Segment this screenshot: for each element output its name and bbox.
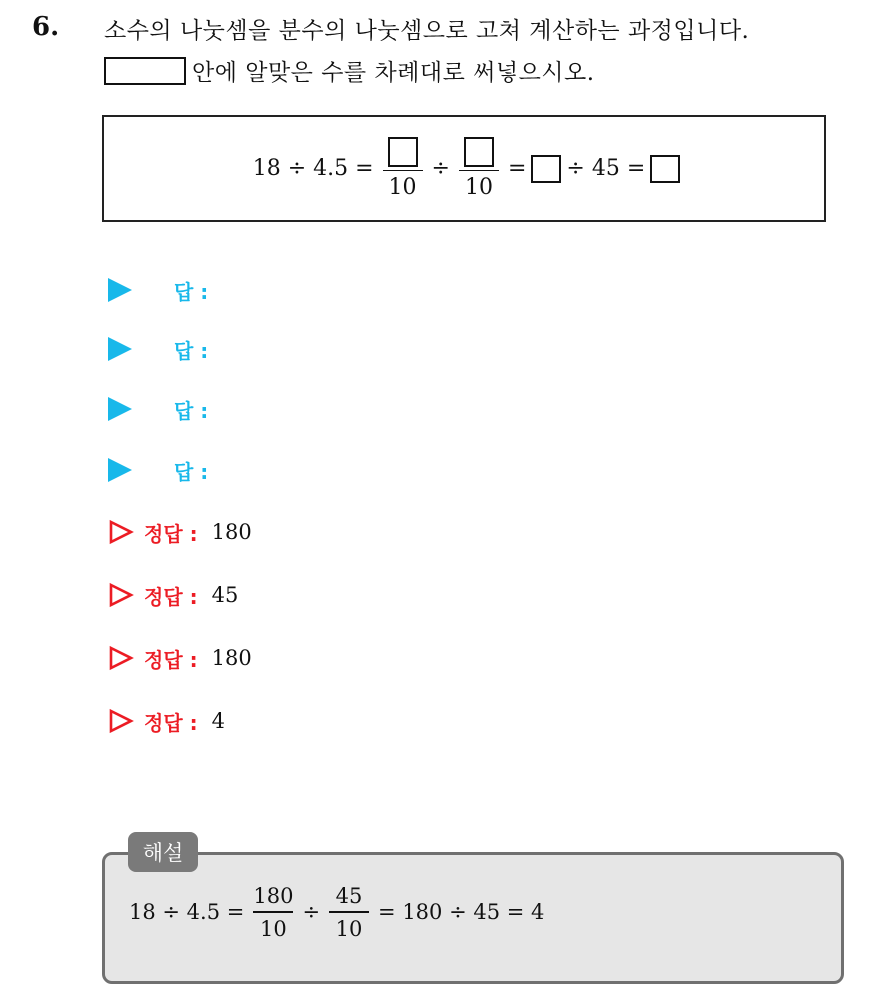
- answer-row-2: [108, 334, 208, 364]
- answer-label: 답 :: [174, 459, 209, 484]
- answer-row-3: [108, 394, 208, 424]
- divide-by-45: ÷ 45 =: [566, 156, 646, 181]
- blank-result[interactable]: [650, 155, 680, 183]
- solution-label: 정답 :: [144, 584, 198, 609]
- explanation-title: 해설: [128, 832, 198, 872]
- solution-value: 180: [211, 646, 252, 670]
- triangle-play-icon: [108, 337, 132, 361]
- solution-label: 정답 :: [144, 710, 198, 735]
- fraction-2: [459, 137, 499, 201]
- denominator-2: 10: [464, 175, 493, 201]
- answer-label: 답 :: [174, 398, 209, 423]
- question-text-line2: 안에 알맞은 수를 차례대로 써넣으시오.: [192, 60, 595, 86]
- solution-value: 4: [211, 709, 225, 733]
- question-text-line1: 소수의 나눗셈을 분수의 나눗셈으로 고쳐 계산하는 과정입니다.: [104, 18, 750, 44]
- solution-row-3: [108, 643, 252, 673]
- question-text-line2-row: [104, 54, 595, 87]
- solution-value: 45: [211, 583, 239, 607]
- solution-label: 정답 :: [144, 647, 198, 672]
- solution-row-2: [108, 580, 238, 610]
- triangle-outline-icon: [108, 708, 134, 734]
- explanation-denominator-1: 10: [260, 916, 287, 941]
- blank-dividend[interactable]: [531, 155, 561, 183]
- triangle-outline-icon: [108, 519, 134, 545]
- explanation-fraction-1: [253, 884, 293, 941]
- solution-row-1: [108, 517, 252, 547]
- explanation-numerator-2: 45: [335, 884, 363, 908]
- blank-numerator-2[interactable]: [464, 137, 494, 167]
- solution-label: 정답 :: [144, 521, 198, 546]
- blank-box-example: [104, 57, 186, 85]
- equation-lhs: 18 ÷ 4.5 =: [252, 156, 374, 181]
- triangle-outline-icon: [108, 645, 134, 671]
- answer-row-4: [108, 455, 208, 485]
- explanation-lhs: 18 ÷ 4.5 =: [129, 900, 245, 925]
- explanation-denominator-2: 10: [335, 916, 363, 941]
- explanation-fraction-2: [329, 884, 369, 941]
- triangle-play-icon: [108, 397, 132, 421]
- denominator-1: 10: [388, 175, 417, 201]
- blank-numerator-1[interactable]: [388, 137, 418, 167]
- answer-row-1: [108, 275, 208, 305]
- divide-sign: ÷: [431, 156, 450, 181]
- problem-box: [102, 115, 826, 222]
- triangle-play-icon: [108, 458, 132, 482]
- question-number: 6.: [32, 12, 60, 42]
- explanation-equation: [124, 884, 549, 941]
- answer-label: 답 :: [174, 279, 209, 304]
- explanation-numerator-1: 180: [253, 884, 294, 908]
- explanation-divide: ÷: [302, 900, 321, 925]
- explanation-rest: = 180 ÷ 45 = 4: [378, 900, 545, 925]
- triangle-play-icon: [108, 278, 132, 302]
- fraction-1: [383, 137, 423, 201]
- answer-label: 답 :: [174, 338, 209, 363]
- solution-value: 180: [211, 520, 252, 544]
- problem-equation: [104, 117, 824, 220]
- solution-row-4: [108, 706, 225, 736]
- triangle-outline-icon: [108, 582, 134, 608]
- equals-sign: =: [507, 156, 527, 181]
